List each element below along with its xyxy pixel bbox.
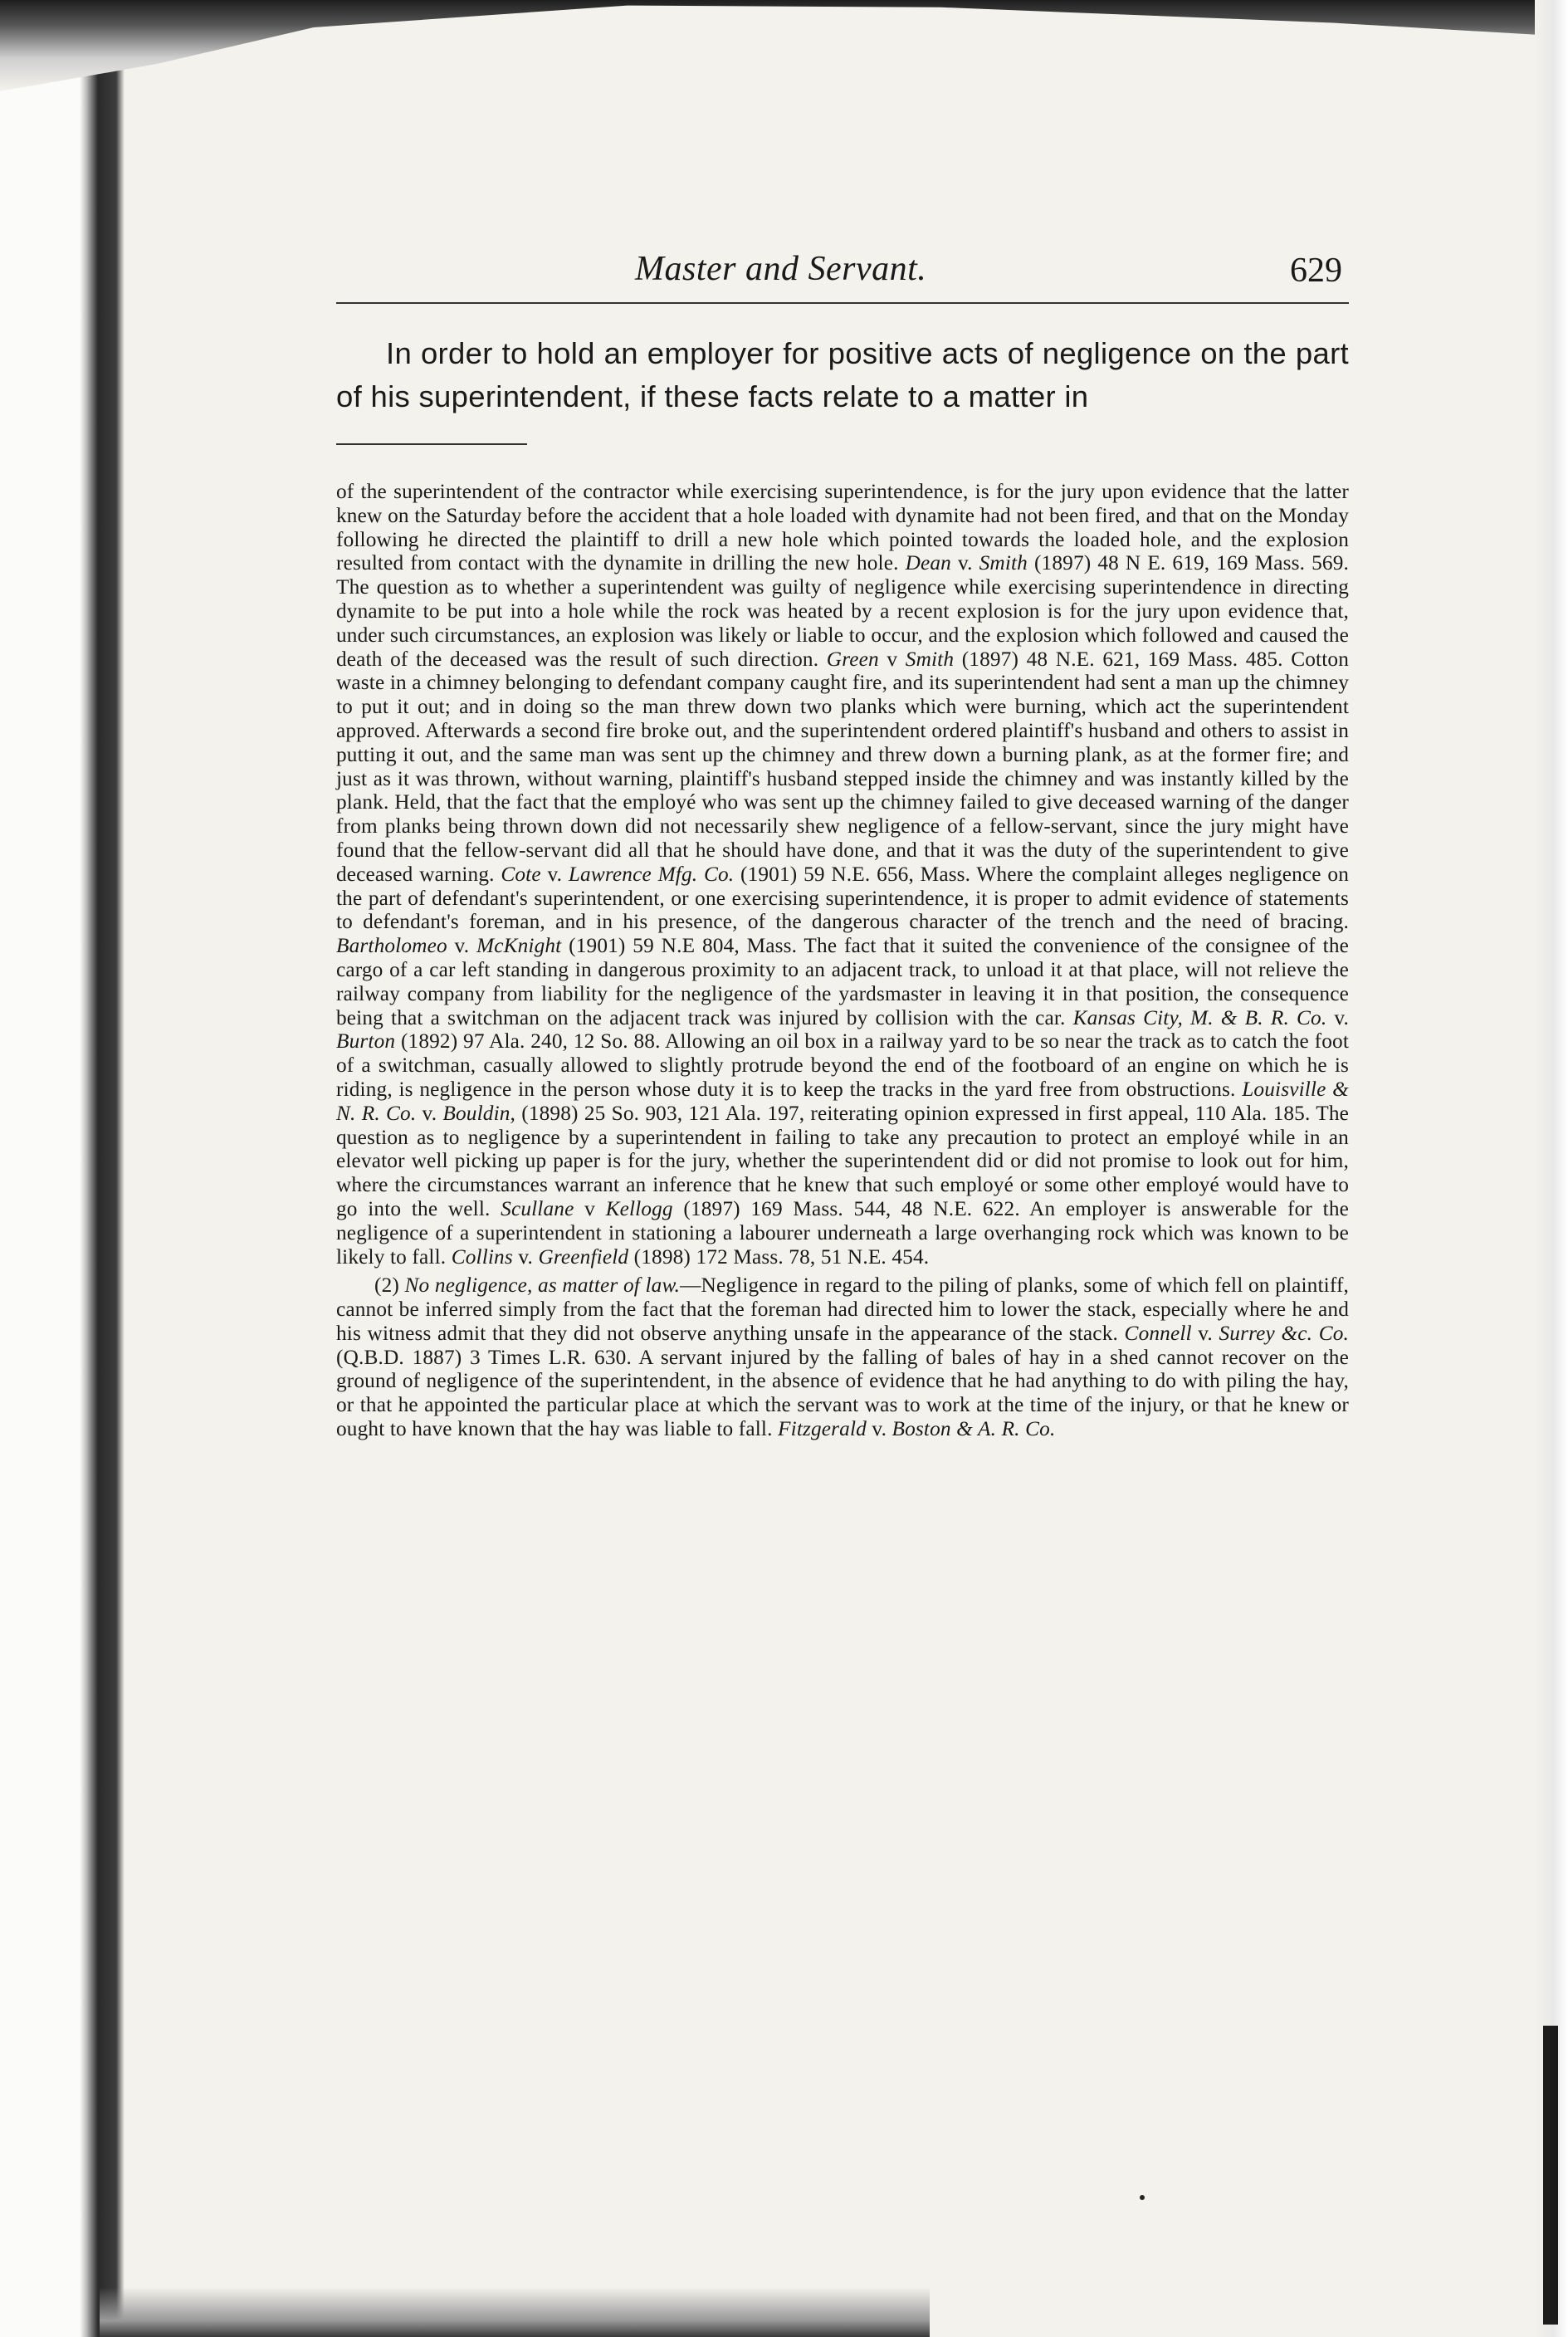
case-citation: Kellogg bbox=[605, 1196, 673, 1220]
case-citation: Scullane bbox=[501, 1196, 574, 1220]
case-citation: McKnight bbox=[476, 934, 562, 958]
footnote-paragraph-1 bbox=[336, 480, 1349, 1269]
case-citation: Lawrence Mfg. Co. bbox=[568, 862, 735, 886]
case-citation: Bouldin, bbox=[442, 1101, 516, 1125]
footnote-text: (1901) 59 N.E. 656, Mass. Where the complaint alleges negligence on the part of defendant's superintendent, or one exercising superintendence, it is proper to admit evidence of statements to defendant's foreman, and in his presence, of the dangerous character of the trench and the need of bracing. bbox=[336, 862, 1349, 934]
case-citation: Kansas City, M. & B. R. Co. bbox=[1072, 1005, 1327, 1029]
footnote-text: v. bbox=[416, 1101, 443, 1125]
case-citation: Connell bbox=[1124, 1321, 1192, 1345]
footnote-text: v. bbox=[950, 551, 979, 575]
footnote-text: v bbox=[574, 1196, 606, 1220]
footnote-text: (Q.B.D. 1887) 3 Times L.R. 630. A servant injured by the falling of bales of hay in a shed cannot recover on the ground of negligence of the superintendent, in the absence of evidence that he had anything to do with piling the hay, or that he appointed the particular place at which the servant was to work at the time of the injury, or that he knew or ought to have known that the hay was liable to fall. bbox=[336, 1345, 1349, 1441]
footnote-text: (1898) 25 So. 903, 121 Ala. 197, reiterating opinion expressed in first appeal, 110 Ala. 185. The question as to negligence by a superintendent in failing to take any precaution to protect an employé while in an elevator well picking up paper is for the jury, whether the superintendent did or did not promise to look out for him, where the circumstances warrant an inference that he knew that such employé or some other employé would have to go into the well. bbox=[336, 1101, 1349, 1220]
scan-edge-top bbox=[0, 0, 1568, 91]
scan-edge-bottom bbox=[100, 2287, 930, 2337]
book-page bbox=[336, 249, 1349, 1441]
page-header bbox=[336, 249, 1349, 304]
footnote-paragraph-2 bbox=[336, 1274, 1349, 1441]
footnote-text: (1901) 59 N.E 804, Mass. The fact that it suited the convenience of the consignee of the cargo of a car left standing in dangerous proximity to an adjacent track, to unload it at that place, will not relieve the railway company from liability for the negligence of the yardsmaster in leaving it in that position, the consequence being that a switchman on the adjacent track was injured by collision with the car. bbox=[336, 934, 1350, 1029]
case-citation: Dean bbox=[905, 551, 951, 575]
main-text-paragraph: In order to hold an employer for positive acts of negligence on the part of his superintendent, if these facts relate to a matter in bbox=[336, 336, 1349, 413]
case-citation: Collins bbox=[451, 1244, 513, 1269]
case-citation: Burton bbox=[336, 1029, 396, 1054]
footnote-text: v. bbox=[866, 1417, 892, 1441]
case-citation: Greenfield bbox=[538, 1244, 629, 1269]
scan-edge-right bbox=[1535, 0, 1568, 2337]
footnote-text: (1897) 169 Mass. 544, 48 N.E. 622. An employer is answerable for the negligence of a superintendent in stationing a labourer underneath a large overhanging rock which was known to be likely to fall. bbox=[336, 1196, 1349, 1269]
scan-speck bbox=[1140, 2195, 1145, 2200]
case-citation: Smith bbox=[979, 551, 1028, 575]
case-citation: Smith bbox=[905, 647, 955, 671]
case-citation: Cote bbox=[501, 862, 541, 886]
footnote-text: (1892) 97 Ala. 240, 12 So. 88. Allowing an oil box in a railway yard to be so near the track as to catch the foot of a switchman, casually allowed to slightly protrude beyond the end of the footboard of an engine on which he is riding, is negligence in the person whose duty it is to keep the tracks in the yard free from obstructions. bbox=[336, 1029, 1349, 1101]
footnote-text: (2) bbox=[374, 1274, 405, 1298]
footnote-text: v. bbox=[512, 1244, 539, 1269]
footnote-rule bbox=[336, 443, 527, 445]
case-citation: Bartholomeo bbox=[336, 934, 447, 958]
footnote-text: —Negligence in regard to the piling of planks, some of which fell on plaintiff, cannot be inferred simply from the fact that the foreman had directed him to lower the stack, especially where he and his witness admit that they did not observe anything unsafe in the appearance of the stack. bbox=[336, 1274, 1350, 1345]
footnote-text: v. bbox=[540, 862, 569, 886]
case-citation: Fitzgerald bbox=[778, 1417, 867, 1441]
footnote-text: (1898) 172 Mass. 78, 51 N.E. 454. bbox=[628, 1244, 930, 1269]
footnote-text: v. bbox=[447, 934, 476, 958]
footnote-text: v. bbox=[1326, 1005, 1350, 1029]
case-citation: Louisville & N. R. Co. bbox=[336, 1077, 1349, 1125]
footnote-text: of the superintendent of the contractor while exercising superintendence, is for the jury upon evidence that the latter knew on the Saturday before the accident that a hole loaded with dynamite had not been fired, and that on the Monday following he directed the plaintiff to drill a new hole which pointed towards the loaded hole, and the explosion resulted from contact with the dynamite in drilling the new hole. bbox=[336, 480, 1349, 575]
footnote-text: (1897) 48 N.E. 621, 169 Mass. 485. Cotton waste in a chimney belonging to defendant company caught fire, and its superintendent had sent a man up the chimney to put it out; and in doing so the man threw down two planks which were burning, which act the superintendent approved. Afterwards a second fire broke out, and the superintendent ordered plaintiff's husband and others to assist in putting it out, and the same man was sent up the chimney and threw down a burning plank, as at the former fire; and just as it was thrown, without warning, plaintiff's husband stepped inside the chimney and was instantly killed by the plank. Held, that the fact that the employé who was sent up the chimney failed to give deceased warning of the danger from planks being thrown down did not necessarily shew negligence of a fellow-servant, since the jury might have found that the fellow-servant did all that he should have done, and that it was the duty of the superintendent to give deceased warning. bbox=[336, 647, 1350, 886]
case-citation: No negligence, as matter of law. bbox=[404, 1274, 681, 1298]
scan-edge-left bbox=[0, 0, 125, 2337]
case-citation: Surrey &c. Co. bbox=[1219, 1321, 1350, 1345]
case-citation: Boston & A. R. Co. bbox=[891, 1417, 1056, 1441]
case-citation: Green bbox=[826, 647, 879, 671]
page-number: 629 bbox=[1290, 252, 1342, 290]
footnote-text: (1897) 48 N E. 619, 169 Mass. 569. The question as to whether a superintendent was guilty of negligence while exercising superintendence in directing dynamite to be put into a hole while the rock was heated by a recent explosion is for the jury upon evidence that, under such circumstances, an explosion was likely or liable to occur, and the explosion which followed and caused the death of the deceased was the result of such direction. bbox=[336, 551, 1349, 671]
scan-binding-mark bbox=[1543, 2026, 1558, 2325]
running-head: Master and Servant. bbox=[635, 250, 927, 288]
footnote-text: v bbox=[878, 647, 906, 671]
footnote-text: v. bbox=[1191, 1321, 1219, 1345]
